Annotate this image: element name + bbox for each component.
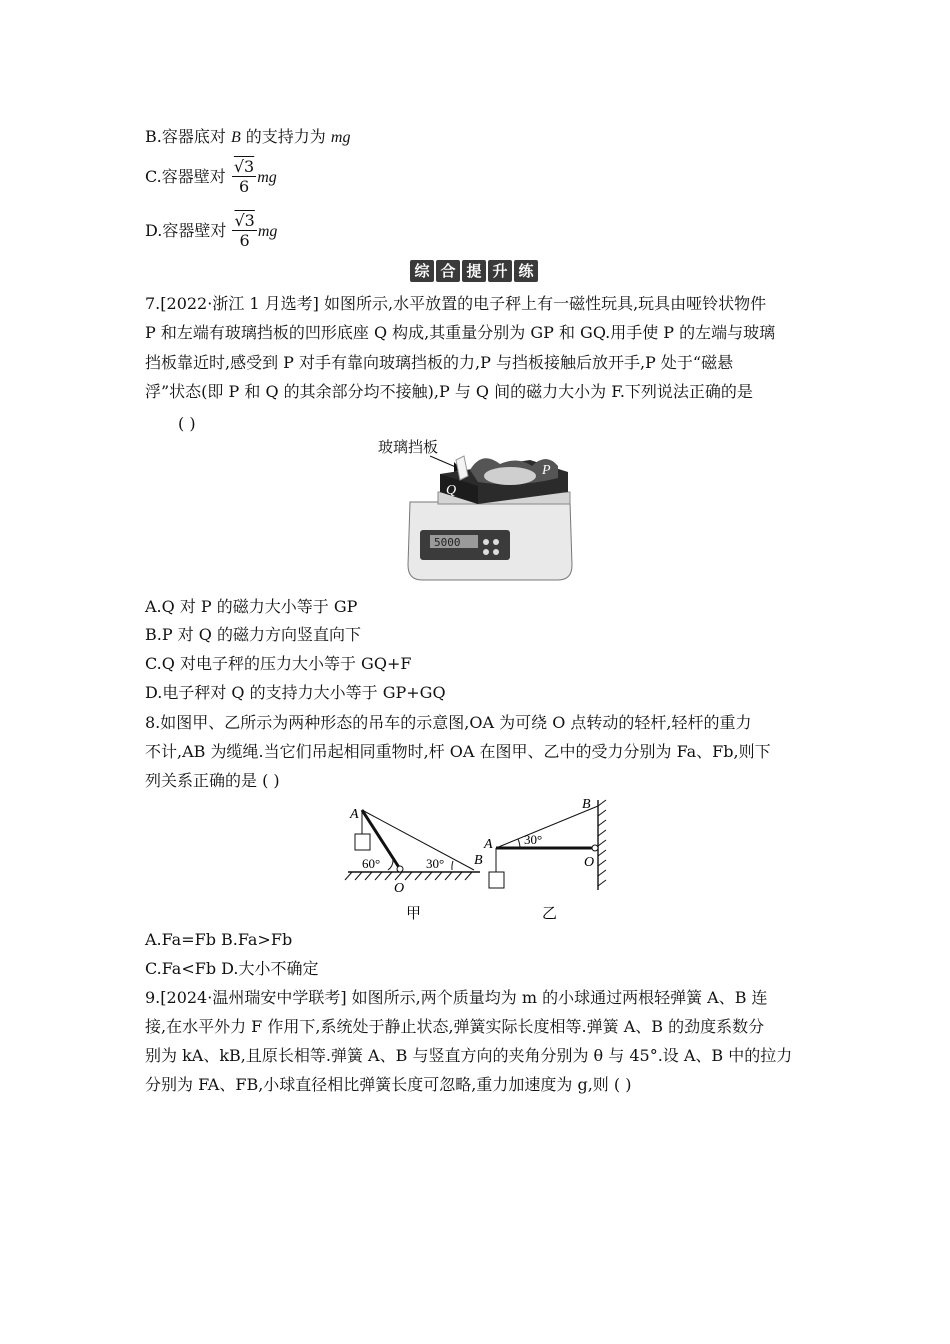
- q7-line: 7.[2022·浙江 1 月选考] 如图所示,水平放置的电子秤上有一磁性玩具,玩具由哑铃状物件: [145, 294, 767, 313]
- fraction: $\frac{√3}{6}$: [234, 211, 255, 250]
- angle-30: 30°: [524, 832, 543, 847]
- banner-char: 提: [462, 260, 486, 282]
- figure-yi: [480, 796, 610, 926]
- q9-line: 接,在水平外力 F 作用下,系统处于静止状态,弹簧实际长度相等.弹簧 A、B 的劲度系数分: [145, 1017, 765, 1036]
- scale-figure: [370, 430, 580, 590]
- q7-option: C.Q 对电子秤的压力大小等于 GQ+F: [145, 654, 412, 673]
- q8-line: 8.如图甲、乙所示为两种形态的吊车的示意图,OA 为可绕 O 点转动的轻杆,轻杆的重力: [145, 713, 752, 732]
- label-a: A: [484, 837, 493, 852]
- q7-line: 浮”状态(即 P 和 Q 的其余部分均不接触),P 与 Q 间的磁力大小为 F.下列说法正确的是: [145, 382, 753, 401]
- banner-char: 合: [436, 260, 460, 282]
- label-p: P: [542, 463, 551, 478]
- q8-line: 列关系正确的是 ( ): [145, 771, 280, 790]
- q6-option-d: D.容器壁对 $\frac{√3}{6}$ mg: [145, 211, 278, 250]
- angle-30: 30°: [426, 856, 445, 871]
- q7-line: P 和左端有玻璃挡板的凹形底座 Q 构成,其重量分别为 GP 和 GQ.用手使 P 的左端与玻璃: [145, 323, 776, 342]
- angle-60: 60°: [362, 856, 381, 871]
- scale-display: 5000: [434, 536, 461, 549]
- glass-label: 玻璃挡板: [378, 438, 439, 456]
- q9-line: 别为 kA、kB,且原长相等.弹簧 A、B 与竖直方向的夹角分别为 θ 与 45°.设 A、B 中的拉力: [145, 1046, 793, 1065]
- banner-char: 练: [514, 260, 538, 282]
- q6-option-c: C.容器壁对 $\frac{√3}{6}$ mg: [145, 157, 277, 196]
- label-q: Q: [446, 483, 457, 498]
- q7-line: 挡板靠近时,感受到 P 对手有靠向玻璃挡板的力,P 与挡板接触后放开手,P 处于“磁悬: [145, 353, 734, 372]
- figure-jia: [340, 796, 490, 926]
- label-b: B: [474, 853, 483, 868]
- q7-answer-blank: ( ): [178, 414, 196, 433]
- q8-option: C.Fa<Fb D.大小不确定: [145, 959, 319, 978]
- q9-line: 9.[2024·温州瑞安中学联考] 如图所示,两个质量均为 m 的小球通过两根轻弹簧 A、B 连: [145, 988, 768, 1007]
- caption-jia: 甲: [406, 904, 422, 922]
- q6-option-b: B.容器底对 B 的支持力为 mg: [145, 127, 351, 146]
- fraction: $\frac{√3}{6}$: [233, 157, 255, 196]
- label-o: O: [394, 881, 405, 896]
- label-a: A: [350, 807, 359, 822]
- label-b: B: [582, 797, 591, 812]
- q8-option: A.Fa=Fb B.Fa>Fb: [145, 930, 293, 949]
- q7-option: B.P 对 Q 的磁力方向竖直向下: [145, 625, 361, 644]
- caption-yi: 乙: [542, 904, 558, 922]
- banner-char: 升: [488, 260, 512, 282]
- banner-char: 综: [410, 260, 434, 282]
- q8-line: 不计,AB 为缆绳.当它们吊起相同重物时,杆 OA 在图甲、乙中的受力分别为 Fa、Fb,则下: [145, 742, 771, 761]
- q9-line: 分别为 FA、FB,小球直径相比弹簧长度可忽略,重力加速度为 g,则 ( ): [145, 1075, 632, 1094]
- section-banner: [410, 260, 538, 282]
- q7-option: D.电子秤对 Q 的支持力大小等于 GP+GQ: [145, 683, 446, 702]
- q7-option: A.Q 对 P 的磁力大小等于 GP: [145, 597, 358, 616]
- label-o: O: [584, 855, 595, 870]
